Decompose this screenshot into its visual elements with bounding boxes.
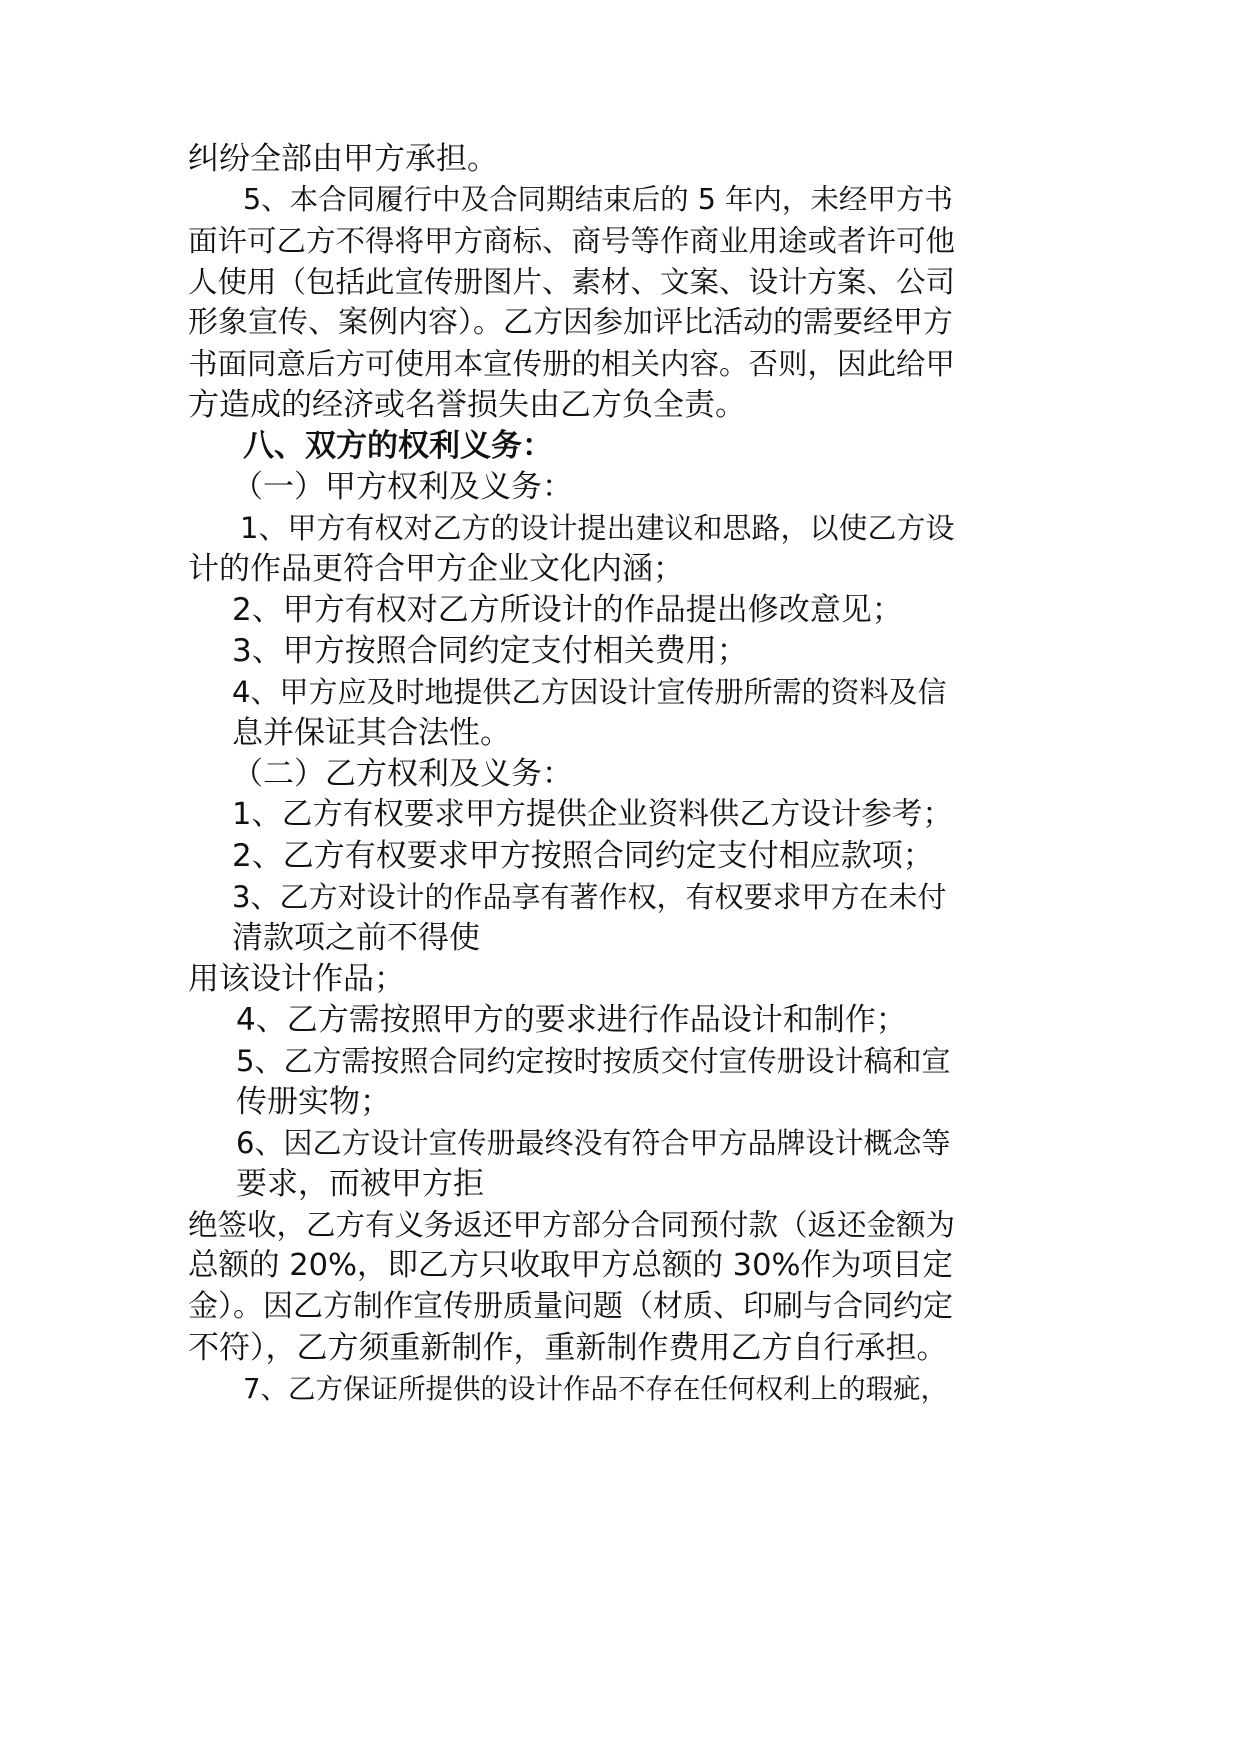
text-line: 1、乙方有权要求甲方提供企业资料供乙方设计参考； bbox=[232, 797, 953, 832]
text-line: 6、因乙方设计宣传册最终没有符合甲方品牌设计概念等 bbox=[236, 1126, 951, 1160]
text-line: 绝签收，乙方有义务返还甲方部分合同预付款（返还金额为 bbox=[188, 1208, 956, 1242]
text-line: 传册实物； bbox=[236, 1084, 391, 1120]
text-line: 面许可乙方不得将甲方商标、商号等作商业用途或者许可他 bbox=[188, 224, 956, 258]
text-line: 4、乙方需按照甲方的要求进行作品设计和制作； bbox=[236, 1002, 907, 1038]
text-line: 纠纷全部由甲方承担。 bbox=[188, 141, 498, 177]
subsection-heading: （一）甲方权利及义务： bbox=[232, 469, 573, 505]
subsection-heading: （二）乙方权利及义务： bbox=[232, 756, 573, 792]
text-line: 2、甲方有权对乙方所设计的作品提出修改意见； bbox=[232, 592, 903, 628]
text-line: 4、甲方应及时地提供乙方因设计宣传册所需的资料及信 bbox=[232, 675, 947, 709]
text-line: 金）。因乙方制作宣传册质量问题（材质、印刷与合同约定 bbox=[188, 1289, 953, 1324]
text-line: 总额的 20%，即乙方只收取甲方总额的 30%作为项目定 bbox=[188, 1248, 953, 1283]
text-line: 形象宣传、案例内容）。乙方因参加评比活动的需要经甲方 bbox=[188, 305, 953, 340]
text-line: 5、乙方需按照合同约定按时按质交付宣传册设计稿和宣 bbox=[236, 1044, 951, 1078]
text-line: 人使用（包括此宣传册图片、素材、文案、设计方案、公司 bbox=[188, 265, 956, 299]
text-line: 3、乙方对设计的作品享有著作权，有权要求甲方在未付 bbox=[232, 880, 947, 914]
text-line: 1、甲方有权对乙方的设计提出建议和思路，以使乙方设 bbox=[240, 511, 955, 545]
section-heading: 八、双方的权利义务： bbox=[243, 428, 553, 464]
text-line: 方造成的经济或名誉损失由乙方负全责。 bbox=[188, 387, 746, 423]
text-line: 3、甲方按照合同约定支付相关费用； bbox=[232, 633, 748, 669]
text-line: 息并保证其合法性。 bbox=[232, 715, 511, 751]
text-line: 2、乙方有权要求甲方按照合同约定支付相应款项； bbox=[232, 838, 934, 874]
text-line: 要求，而被甲方拒 bbox=[236, 1166, 484, 1202]
text-line: 7、乙方保证所提供的设计作品不存在任何权利上的瑕疵， bbox=[243, 1373, 948, 1405]
text-line: 不符），乙方须重新制作，重新制作费用乙方自行承担。 bbox=[188, 1330, 948, 1366]
text-line: 用该设计作品； bbox=[188, 961, 405, 997]
text-line: 书面同意后方可使用本宣传册的相关内容。否则，因此给甲 bbox=[188, 347, 956, 381]
text-line: 5、本合同履行中及合同期结束后的 5 年内，未经甲方书 bbox=[243, 183, 953, 216]
text-line: 清款项之前不得使 bbox=[232, 920, 480, 956]
text-line: 计的作品更符合甲方企业文化内涵； bbox=[188, 551, 684, 587]
